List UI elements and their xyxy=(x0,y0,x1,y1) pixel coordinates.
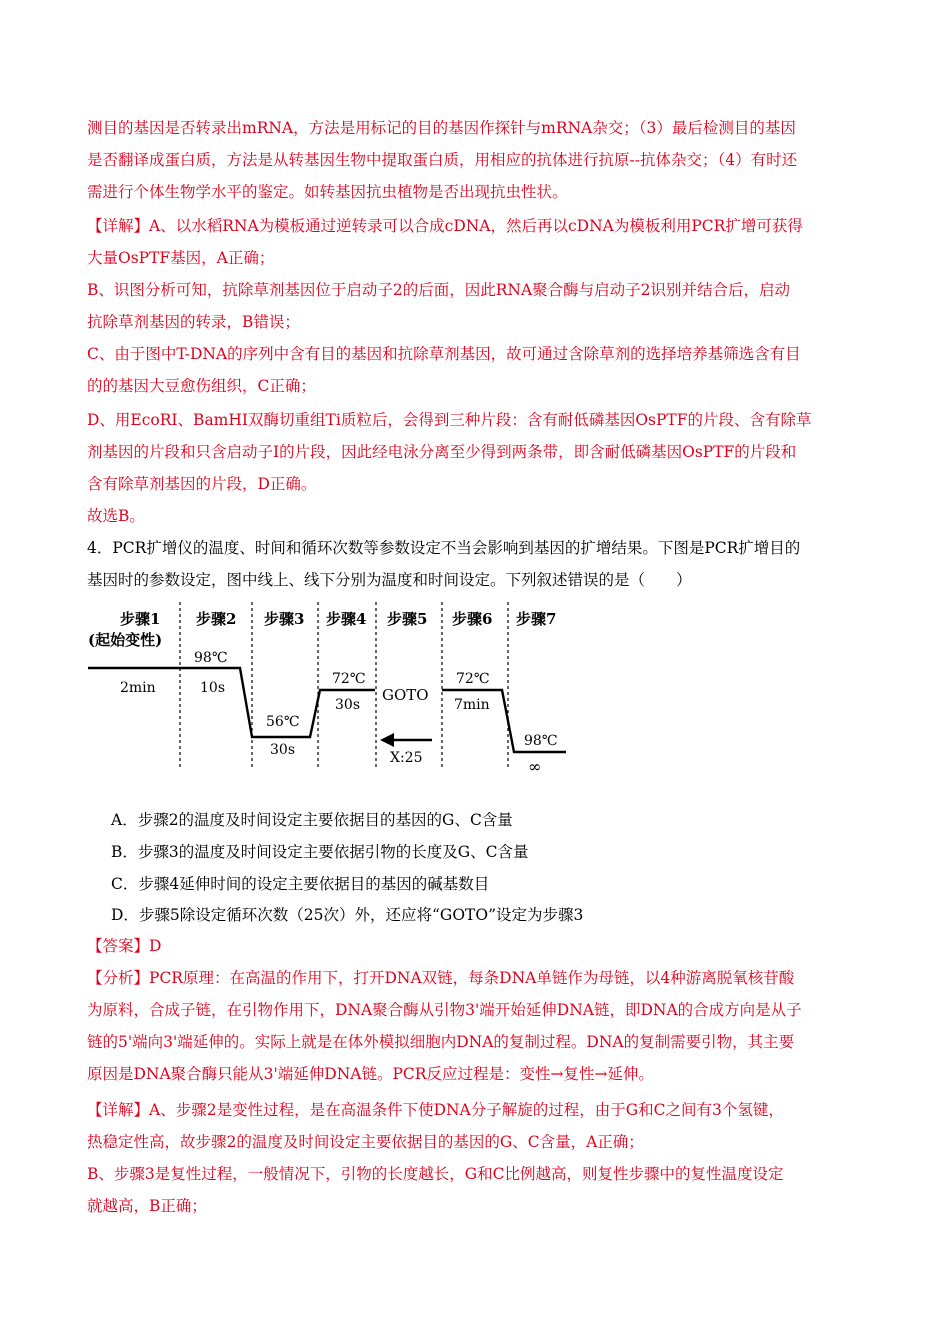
step-5-label: 步骤5 xyxy=(387,610,428,628)
step-6-time: 7min xyxy=(454,697,490,713)
option-b: B．步骤3的温度及时间设定主要依据引物的长度及G、C含量 xyxy=(111,843,529,861)
text-line: 大量OsPTF基因，A正确； xyxy=(87,249,275,267)
step-2-temp: 98℃ xyxy=(194,650,228,666)
text-line: 含有除草剂基因的片段，D正确。 xyxy=(87,475,317,493)
text-line: 故选B。 xyxy=(87,507,145,525)
text-line: A、步骤2是变性过程，是在高温条件下使DNA分子解旋的过程，由于G和C之间有3个氢键， xyxy=(149,1101,784,1119)
detail-c-paragraph xyxy=(87,338,867,402)
step-2-time: 10s xyxy=(200,680,225,696)
text-line: B、步骤3是复性过程，一般情况下，引物的长度越长，G和C比例越高，则复性步骤中的复性温度设定 xyxy=(87,1165,784,1183)
cycle-count: X:25 xyxy=(390,750,423,766)
detail-b-paragraph xyxy=(87,274,867,338)
text-line: A、以水稻RNA为模板通过逆转录可以合成cDNA，然后再以cDNA为模板利用PCR扩增可获得 xyxy=(149,217,803,235)
step-7-label: 步骤7 xyxy=(516,610,557,628)
step-4-temp: 72℃ xyxy=(332,671,366,687)
text-line: 抗除草剂基因的转录，B错误； xyxy=(87,313,300,331)
question-4 xyxy=(87,532,867,596)
text-line: 测目的基因是否转录出mRNA，方法是用标记的目的基因作探针与mRNA杂交；（3）最后检测目的基因 xyxy=(87,119,796,137)
detail-d-paragraph xyxy=(87,404,867,500)
step-2-label: 步骤2 xyxy=(196,610,237,628)
text-line: 热稳定性高，故步骤2的温度及时间设定主要依据目的基因的G、C含量，A正确； xyxy=(87,1133,644,1151)
detail-2-a-paragraph xyxy=(87,1094,867,1158)
step-6-label: 步骤6 xyxy=(452,610,493,628)
step-1-time: 2min xyxy=(120,680,156,696)
goto-label: GOTO xyxy=(382,686,429,704)
detail-tag: 【详解】 xyxy=(87,217,150,235)
analysis-tag: 【分析】 xyxy=(87,969,150,987)
text-line: B、识图分析可知，抗除草剂基因位于启动子2的后面，因此RNA聚合酶与启动子2识别并结合后，启动 xyxy=(87,281,791,299)
text-line: 链的5'端向3'端延伸的。实际上就是在体外模拟细胞内DNA的复制过程。DNA的复制需要引物，其主要 xyxy=(87,1033,795,1051)
text-line: C、由于图中T-DNA的序列中含有目的基因和抗除草剂基因，故可通过含除草剂的选择培养基筛选含有目 xyxy=(87,345,801,363)
choice-line xyxy=(87,500,867,532)
step-headers xyxy=(88,610,556,649)
detail-2-b-paragraph xyxy=(87,1158,867,1222)
step-3-label: 步骤3 xyxy=(264,610,305,628)
analysis-paragraph xyxy=(87,962,867,1090)
option-d: D．步骤5除设定循环次数（25次）外，还应将“GOTO”设定为步骤3 xyxy=(111,906,584,924)
text-line: D、用EcoRI、BamHI双酶切重组Ti质粒后，会得到三种片段：含有耐低磷基因OsPTF的片段、含有除草 xyxy=(87,411,812,429)
text-line: PCR原理：在高温的作用下，打开DNA双链，每条DNA单链作为母链，以4种游离脱氧核苷酸 xyxy=(149,969,795,987)
explanation-paragraph xyxy=(87,112,867,208)
detail-a-paragraph xyxy=(87,210,867,274)
step-7-time: ∞ xyxy=(528,757,542,776)
step-7-temp: 98℃ xyxy=(524,733,558,749)
text-line: 是否翻译成蛋白质，方法是从转基因生物中提取蛋白质，用相应的抗体进行抗原--抗体杂交；（4）有时还 xyxy=(87,151,798,169)
detail-tag: 【详解】 xyxy=(87,1101,150,1119)
step-4-time: 30s xyxy=(335,697,360,713)
pcr-parameter-diagram xyxy=(80,600,580,782)
step-4-label: 步骤4 xyxy=(326,610,367,628)
text-line: 剂基因的片段和只含启动子I的片段，因此经电泳分离至少得到两条带，即含耐低磷基因OsPTF的片段和 xyxy=(87,443,797,461)
text-line: 基因时的参数设定，图中线上、线下分别为温度和时间设定。下列叙述错误的是（ ） xyxy=(87,571,692,589)
loop-back-arrow-icon xyxy=(380,733,432,747)
step-1-label: 步骤1 xyxy=(120,610,161,628)
text-line: 的的基因大豆愈伤组织，C正确； xyxy=(87,377,316,395)
step-1-note: (起始变性) xyxy=(88,631,163,649)
text-line: 4．PCR扩增仪的温度、时间和循环次数等参数设定不当会影响到基因的扩增结果。下图是PCR扩增目的 xyxy=(87,539,801,557)
text-line: 需进行个体生物学水平的鉴定。如转基因抗虫植物是否出现抗虫性状。 xyxy=(87,183,568,201)
step-6-temp: 72℃ xyxy=(456,671,490,687)
step-3-temp: 56℃ xyxy=(266,714,300,730)
text-line: 为原料，合成子链，在引物作用下，DNA聚合酶从引物3'端开始延伸DNA链，即DNA的合成方向是从子 xyxy=(87,1001,802,1019)
option-a: A．步骤2的温度及时间设定主要依据目的基因的G、C含量 xyxy=(111,811,513,829)
step-3-time: 30s xyxy=(270,742,295,758)
answer-line xyxy=(87,930,867,962)
option-c: C．步骤4延伸时间的设定主要依据目的基因的碱基数目 xyxy=(111,875,490,893)
text-line: 就越高，B正确； xyxy=(87,1197,207,1215)
text-line: 原因是DNA聚合酶只能从3'端延伸DNA链。PCR反应过程是：变性→复性→延伸。 xyxy=(87,1065,654,1083)
answer-text: 【答案】D xyxy=(87,937,162,955)
